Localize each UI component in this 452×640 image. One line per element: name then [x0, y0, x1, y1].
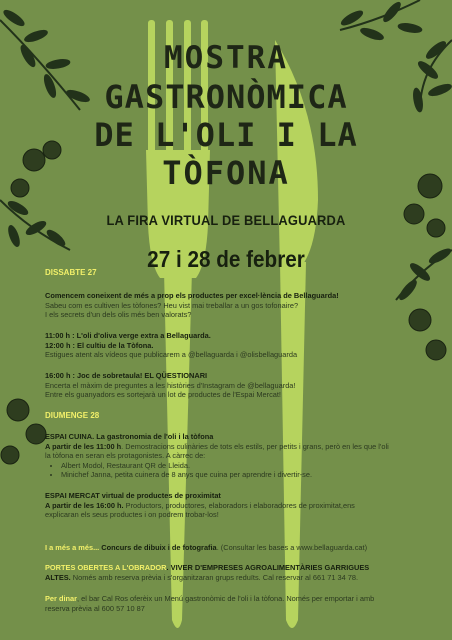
cuina-time: A partir de les 11:00 h	[45, 441, 122, 451]
item-tofona: 12:00 h : El cultiu de la Tòfona.	[45, 340, 154, 350]
portes-highlight: PORTES OBERTES A L'OBRADOR	[45, 563, 167, 572]
quiz-title: 16:00 h : Joc de sobretaula! EL QÜESTIONARI	[45, 371, 208, 380]
quiz-line-2: Entre els guanyadors es sortejarà un lot de productes de l'Espai Mercat!	[45, 390, 281, 400]
saturday-morning	[45, 331, 425, 360]
cuina-text: . Demostracions culinàries de tots els estils, per petits i grans, però en les que l'oli	[121, 441, 389, 451]
portes-bold-2: ALTES.	[45, 572, 71, 582]
contest-title: Concurs de dibuix i de fotografia	[99, 543, 217, 552]
sunday-heading: DIUMENGE 28	[45, 411, 100, 420]
espai-cuina	[45, 432, 425, 480]
intro-line-1: Sabeu com es cultiven les tòfones? Heu vist mai treballar a un gos tofonaire?	[45, 300, 299, 310]
chef-item: • Albert Modol, Restaurant QR de Lleida.	[61, 461, 425, 471]
cuina-line-2: la tòfona en seran els protagonistes. A càrrec de:	[45, 451, 206, 461]
item-oli: 11:00 h : L'oli d'oliva verge extra a Bellaguarda.	[45, 331, 211, 340]
event-dates: 27 i 28 de febrer	[147, 246, 305, 272]
mercat-line-2: explicaran els seus productes i on podrem trobar-los!	[45, 510, 219, 520]
intro-bold: Comencem coneixent de més a prop els productes per excel·lència de Bellaguarda!	[45, 291, 339, 300]
portes-text: Només amb reserva prèvia i s'organitzaran grups reduïts. Cal reservar al 661 71 34 78.	[70, 572, 359, 582]
dinar-highlight: Per dinar	[45, 594, 78, 603]
portes-bold: . VIVER D'EMPRESES AGROALIMENTÀRIES GARRIGUES	[166, 563, 370, 572]
title-line-1: MOSTRA	[164, 40, 288, 76]
subtitle: LA FIRA VIRTUAL DE BELLAGUARDA	[106, 212, 346, 228]
dinar-line-2: reserva prèvia al 600 57 10 87	[45, 603, 145, 613]
more-highlight: I a més a més...	[45, 543, 100, 552]
lunch-note	[45, 594, 425, 613]
saturday-quiz	[45, 371, 425, 400]
contest-text: . (Consultar les bases a www.bellaguarda.cat)	[216, 543, 368, 552]
saturday-section	[45, 268, 425, 278]
sunday-section	[45, 411, 425, 421]
chef-item: • Minichef Janna, petita cuinera de 8 anys que cuina per aprendre i divertir-se.	[61, 470, 425, 480]
saturday-intro	[45, 291, 425, 320]
saturday-heading: DISSABTE 27	[45, 268, 97, 277]
dinar-text: , el bar Cal Ros oferèix un Menú gastronòmic de l'oli i la tòfona. Només per emportar i amb	[77, 594, 375, 603]
intro-line-2: I els secrets d'un dels olis més ben valorats?	[45, 310, 192, 320]
open-doors	[45, 563, 425, 582]
mercat-title: ESPAI MERCAT virtual de productes de proximitat	[45, 491, 221, 500]
mercat-time: A partir de les 16:00 h.	[45, 500, 124, 510]
title-line-2: GASTRONÒMICA	[104, 78, 348, 116]
title-line-4: TÒFONA	[162, 154, 290, 192]
contest-note	[45, 543, 425, 553]
espai-mercat	[45, 491, 425, 520]
quiz-line-1: Encerta el màxim de preguntes a les històries d'Instagram de @bellaguarda!	[45, 380, 296, 390]
cuina-title: ESPAI CUINA. La gastronomia de l'oli i la tòfona	[45, 432, 214, 441]
item-note: Estigues atent als vídeos que publicarem a @bellaguarda i @olisbellaguarda	[45, 350, 298, 360]
title-line-3: DE L'OLI I LA	[94, 116, 358, 154]
mercat-text: Productors, productores, elaboradors i elaboradores de proximitat,ens	[123, 500, 355, 510]
